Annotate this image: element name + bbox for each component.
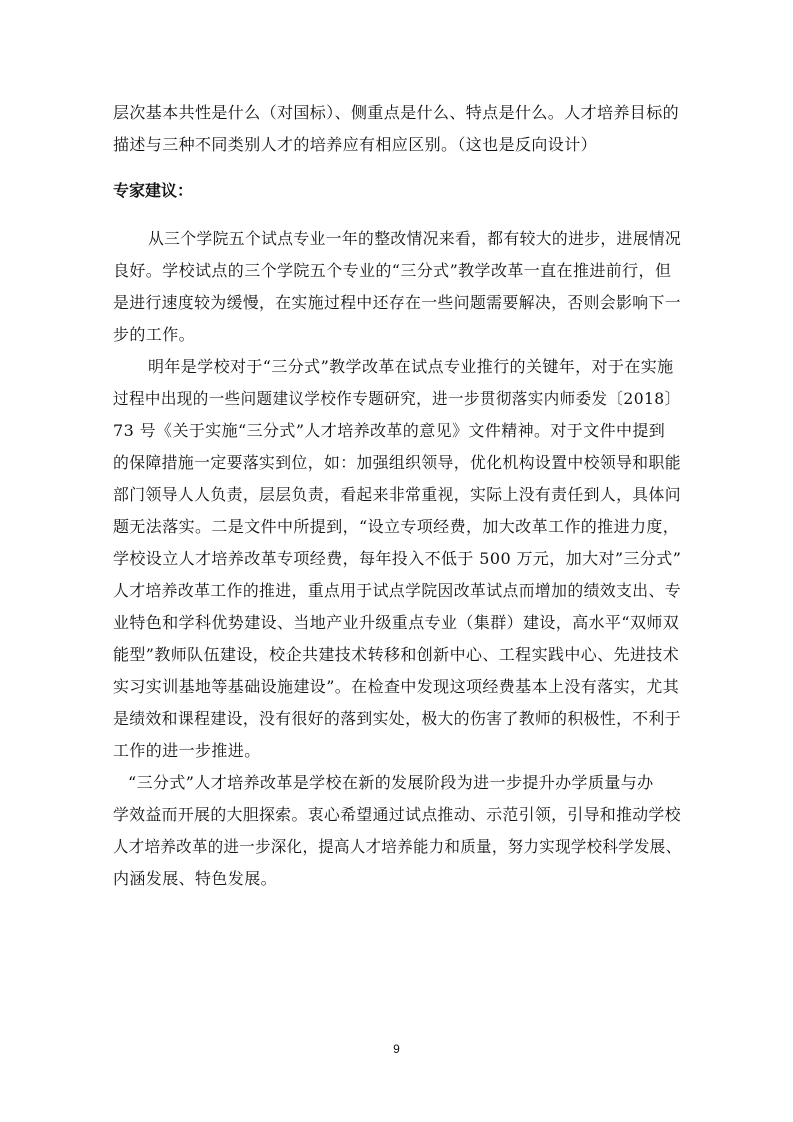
intro-line: 层次基本共性是什么（对国标）、侧重点是什么、特点是什么。人才培养目标的 [113, 103, 680, 122]
paragraph-line: 良好。学校试点的三个学院五个专业的“三分式”教学改革一直在推进前行，但 [113, 261, 672, 280]
paragraph-line: 是进行速度较为缓慢，在实施过程中还存在一些问题需要解决，否则会影响下一 [113, 293, 681, 312]
paragraph-line: 人才培养改革的进一步深化，提高人才培养能力和质量，努力实现学校科学发展、 [113, 837, 682, 856]
paragraph-line: 73 号《关于实施“三分式”人才培养改革的意见》文件精神。对于文件中提到 [113, 421, 666, 440]
paragraph-line: 部门领导人人负责，层层负责，看起来非常重视，实际上没有责任到人，具体问 [113, 485, 681, 504]
paragraph-line: “三分式”人才培养改革是学校在新的发展阶段为进一步提升办学质量与办 [128, 773, 654, 792]
paragraph-line: 工作的进一步推进。 [113, 741, 261, 760]
page-number: 9 [393, 1042, 400, 1056]
paragraph-line: 学校设立人才培养改革专项经费，每年投入不低于 500 万元，加大对”三分式” [113, 549, 682, 568]
paragraph-line: 内涵发展、特色发展。 [113, 869, 278, 888]
section-heading: 专家建议： [113, 181, 194, 200]
intro-line: 描述与三种不同类别人才的培养应有相应区别。（这也是反向设计） [113, 135, 598, 154]
paragraph-line: 从三个学院五个试点专业一年的整改情况来看，都有较大的进步，进展情况 [148, 229, 682, 248]
paragraph-line: 是绩效和课程建设，没有很好的落到实处，极大的伤害了教师的积极性，不利于 [113, 709, 681, 728]
paragraph-line: 能型”教师队伍建设，校企共建技术转移和创新中心、工程实践中心、先进技术 [113, 645, 680, 664]
paragraph-line: 的保障措施一定要落实到位，如：加强组织领导，优化机构设置中校领导和职能 [113, 453, 681, 472]
paragraph-line: 业特色和学科优势建设、当地产业升级重点专业（集群）建设，高水平“双师双 [113, 613, 680, 632]
paragraph-line: 明年是学校对于“三分式”教学改革在试点专业推行的关键年，对于在实施 [148, 357, 674, 376]
paragraph-line: 人才培养改革工作的推进，重点用于试点学院因改革试点而增加的绩效支出、专 [113, 581, 681, 600]
paragraph-line: 实习实训基地等基础设施建设”。在检查中发现这项经费基本上没有落实，尤其 [113, 677, 680, 696]
paragraph-line: 学效益而开展的大胆探索。衷心希望通过试点推动、示范引领，引导和推动学校 [113, 805, 681, 824]
paragraph-line: 题无法落实。二是文件中所提到，“设立专项经费，加大改革工作的推进力度， [113, 517, 680, 536]
paragraph-line: 步的工作。 [113, 325, 196, 344]
paragraph-line: 过程中出现的一些问题建议学校作专题研究，进一步贯彻落实内师委发〔2018〕 [113, 389, 681, 408]
